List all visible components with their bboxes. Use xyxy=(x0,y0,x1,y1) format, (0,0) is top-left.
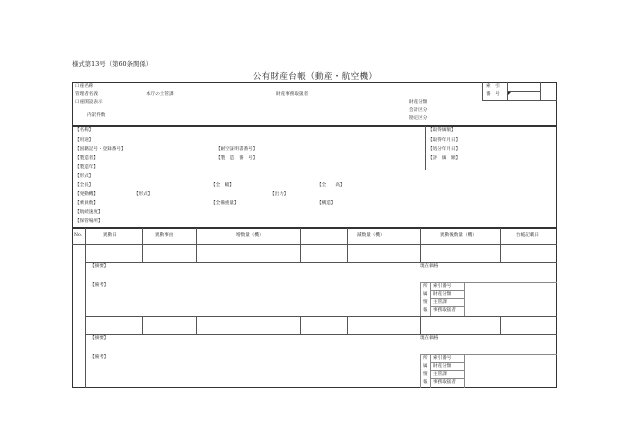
property-manager-label: 財産事務取扱者 xyxy=(276,92,309,97)
field-structure: 【構造】 xyxy=(317,201,336,206)
header-entry-date: 台帳記載日 xyxy=(516,233,539,238)
field-storage: 【保管場所】 xyxy=(75,219,103,224)
detail-box xyxy=(72,126,557,228)
field-acquire-price: 【取得価額】 xyxy=(428,128,456,133)
record-1-belong-2: 情 xyxy=(423,300,428,305)
manager-name-label: 管理者名義 xyxy=(75,92,98,97)
header-box xyxy=(72,82,557,126)
corner-mark-icon xyxy=(508,92,511,95)
history-table xyxy=(72,228,557,388)
record-1-belong-3: 報 xyxy=(423,308,428,313)
record-2-item-3: 事務取扱者 xyxy=(433,380,456,385)
field-acquire-date: 【取得年月日】 xyxy=(428,138,461,143)
record-2-belong-0: 所 xyxy=(423,356,428,361)
record-1-belong-0: 所 xyxy=(423,284,428,289)
field-airworthiness-no: 【耐空証明書番号】 xyxy=(216,147,258,152)
record-2-item-0: 索引番号 xyxy=(433,356,452,361)
field-valuation: 【評 価 額】 xyxy=(428,156,461,161)
record-2-summary: 【摘要】 xyxy=(90,336,109,341)
field-seats: 【乗員数】 xyxy=(75,201,98,206)
record-2-item-1: 財産分類 xyxy=(433,364,452,369)
header-increase: 増数量（機） xyxy=(236,233,264,238)
field-output: 【出力】 xyxy=(270,192,289,197)
record-2-belong-2: 情 xyxy=(423,372,428,377)
index-label: 索 引 xyxy=(486,84,500,89)
field-height: 【全 高】 xyxy=(317,183,345,188)
mouth-open-label: 口座開設表示 xyxy=(75,100,103,105)
record-1-item-1: 財産分類 xyxy=(433,292,452,297)
record-1-summary: 【摘要】 xyxy=(90,264,109,269)
property-class-label: 財産分類 xyxy=(409,100,428,105)
field-engine-form: 【形式】 xyxy=(134,192,153,197)
field-usage: 【用途】 xyxy=(75,138,94,143)
manager-name-value: 本庁の土管課 xyxy=(146,92,174,97)
header-change-reason: 異動事由 xyxy=(155,233,174,238)
record-2-belong-3: 報 xyxy=(423,380,428,385)
field-manufacturer: 【製造者】 xyxy=(75,156,98,161)
record-1-item-3: 事務取扱者 xyxy=(433,308,456,313)
record-1-belong-1: 属 xyxy=(423,292,428,297)
header-after: 異動後数量（機） xyxy=(440,233,477,238)
record-2-item-2: 主管課 xyxy=(433,372,447,377)
record-1-item-0: 索引番号 xyxy=(433,284,452,289)
field-engine: 【発動機】 xyxy=(75,192,98,197)
field-name: 【名称】 xyxy=(75,128,94,133)
field-register-symbol: 【国籍記号・登録番号】 xyxy=(75,147,126,152)
field-width: 【全 幅】 xyxy=(211,183,234,188)
record-1-remark: 【備考】 xyxy=(90,283,109,288)
accounting-class-label: 会計区分 xyxy=(409,108,428,113)
field-total-load: 【全備重量】 xyxy=(211,201,239,206)
header-decrease: 減数量（機） xyxy=(357,233,385,238)
header-change-date: 異動日 xyxy=(103,233,117,238)
field-length: 【全長】 xyxy=(75,183,94,188)
number-label: 番 号 xyxy=(486,92,500,97)
form-number: 様式第13号（第60条関係） xyxy=(72,60,153,68)
mouth-name-label: 口座名称 xyxy=(75,84,94,89)
field-cruise: 【航続速度】 xyxy=(75,210,103,215)
detail-count-label: 内訳件数 xyxy=(87,113,106,118)
field-manufacture-no: 【製 造 番 号】 xyxy=(216,156,258,161)
account-class-label: 勘定区分 xyxy=(409,116,428,121)
record-2-remark: 【備考】 xyxy=(90,355,109,360)
header-no: No. xyxy=(74,233,83,238)
record-2-current-value: 現在価格 xyxy=(420,336,439,341)
record-1-current-value: 現在価格 xyxy=(420,264,439,269)
page-title: 公有財産台帳（動産・航空機） xyxy=(252,72,378,82)
record-2-belong-1: 属 xyxy=(423,364,428,369)
field-manufacture-date: 【製造年】 xyxy=(75,165,98,170)
field-dispose-date: 【処分年月日】 xyxy=(428,147,461,152)
record-1-item-2: 主管課 xyxy=(433,300,447,305)
field-type: 【形式】 xyxy=(75,174,94,179)
